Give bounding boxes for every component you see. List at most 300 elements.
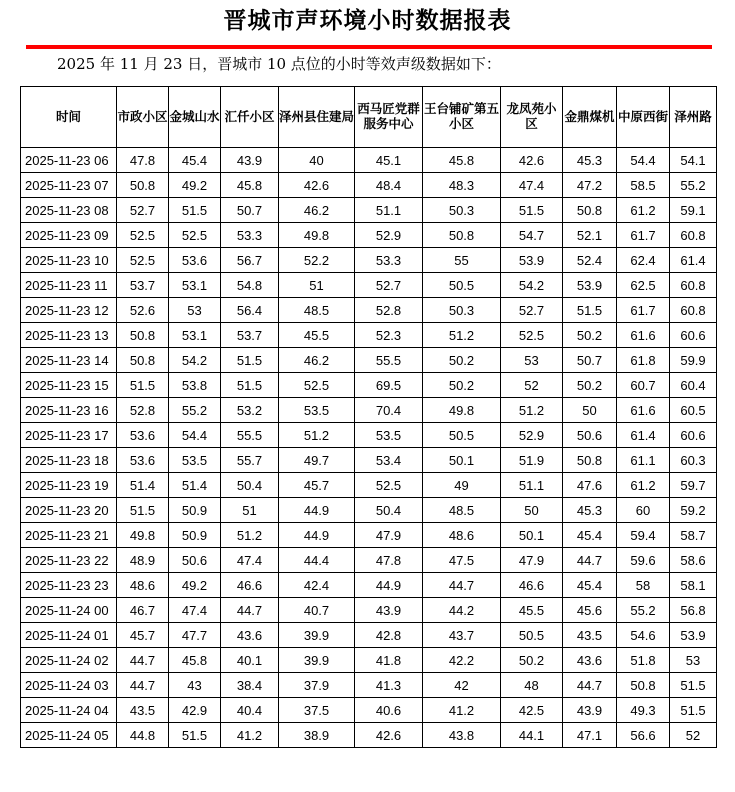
cell-value: 53.3 <box>355 248 423 273</box>
cell-value: 48.5 <box>279 298 355 323</box>
cell-value: 42.6 <box>279 173 355 198</box>
cell-value: 46.7 <box>117 598 169 623</box>
header-site: 中原西街 <box>617 87 670 148</box>
table-row <box>21 298 717 323</box>
cell-value: 51.5 <box>563 298 617 323</box>
cell-value: 44.7 <box>221 598 279 623</box>
table-row <box>21 698 717 723</box>
cell-value: 52.8 <box>355 298 423 323</box>
cell-value: 40.6 <box>355 698 423 723</box>
cell-value: 55.5 <box>355 348 423 373</box>
cell-value: 51.5 <box>117 373 169 398</box>
table-row <box>21 448 717 473</box>
cell-time: 2025-11-24 05 <box>21 723 117 748</box>
header-site: 金城山水 <box>169 87 221 148</box>
cell-value: 53.6 <box>117 423 169 448</box>
cell-value: 50.7 <box>221 198 279 223</box>
title-divider <box>26 45 712 49</box>
cell-value: 37.5 <box>279 698 355 723</box>
cell-value: 61.1 <box>617 448 670 473</box>
cell-time: 2025-11-24 02 <box>21 648 117 673</box>
cell-value: 43 <box>169 673 221 698</box>
cell-value: 55.2 <box>169 398 221 423</box>
cell-value: 51.5 <box>501 198 563 223</box>
cell-value: 46.6 <box>501 573 563 598</box>
cell-value: 52.9 <box>355 223 423 248</box>
cell-value: 61.7 <box>617 223 670 248</box>
cell-value: 45.8 <box>423 148 501 173</box>
cell-value: 58.5 <box>617 173 670 198</box>
cell-value: 44.7 <box>423 573 501 598</box>
cell-value: 52.8 <box>117 398 169 423</box>
cell-value: 46.2 <box>279 198 355 223</box>
cell-time: 2025-11-23 23 <box>21 573 117 598</box>
cell-value: 51.5 <box>221 373 279 398</box>
cell-value: 47.9 <box>355 523 423 548</box>
cell-value: 61.7 <box>617 298 670 323</box>
header-time: 时间 <box>21 87 117 148</box>
cell-value: 40.4 <box>221 698 279 723</box>
cell-value: 50.2 <box>423 373 501 398</box>
cell-value: 55 <box>423 248 501 273</box>
cell-value: 59.1 <box>670 198 717 223</box>
cell-value: 45.1 <box>355 148 423 173</box>
cell-value: 51 <box>221 498 279 523</box>
cell-value: 50.1 <box>423 448 501 473</box>
cell-value: 54.4 <box>169 423 221 448</box>
cell-value: 50.3 <box>423 298 501 323</box>
cell-value: 53.6 <box>117 448 169 473</box>
cell-value: 55.2 <box>670 173 717 198</box>
cell-value: 50.1 <box>501 523 563 548</box>
cell-value: 52.6 <box>117 298 169 323</box>
cell-value: 51.4 <box>169 473 221 498</box>
cell-value: 39.9 <box>279 623 355 648</box>
cell-value: 50.9 <box>169 523 221 548</box>
cell-value: 50.6 <box>169 548 221 573</box>
cell-value: 45.8 <box>221 173 279 198</box>
cell-value: 47.4 <box>501 173 563 198</box>
cell-value: 53.1 <box>169 323 221 348</box>
cell-value: 46.2 <box>279 348 355 373</box>
cell-value: 61.6 <box>617 323 670 348</box>
cell-value: 50.2 <box>563 323 617 348</box>
cell-value: 44.9 <box>279 498 355 523</box>
cell-value: 51.5 <box>221 348 279 373</box>
cell-value: 54.6 <box>617 623 670 648</box>
cell-value: 49 <box>423 473 501 498</box>
cell-value: 56.4 <box>221 298 279 323</box>
cell-value: 52.5 <box>117 248 169 273</box>
cell-value: 60 <box>617 498 670 523</box>
cell-value: 58.7 <box>670 523 717 548</box>
cell-value: 48.6 <box>423 523 501 548</box>
cell-value: 47.9 <box>501 548 563 573</box>
cell-value: 60.6 <box>670 323 717 348</box>
cell-value: 53.4 <box>355 448 423 473</box>
cell-value: 45.8 <box>169 648 221 673</box>
cell-time: 2025-11-23 10 <box>21 248 117 273</box>
cell-value: 42 <box>423 673 501 698</box>
cell-value: 54.4 <box>617 148 670 173</box>
cell-value: 41.2 <box>221 723 279 748</box>
cell-time: 2025-11-23 21 <box>21 523 117 548</box>
cell-value: 50.8 <box>563 448 617 473</box>
cell-value: 53.9 <box>501 248 563 273</box>
cell-value: 43.9 <box>221 148 279 173</box>
cell-value: 51 <box>279 273 355 298</box>
cell-time: 2025-11-23 08 <box>21 198 117 223</box>
cell-time: 2025-11-23 13 <box>21 323 117 348</box>
cell-value: 62.5 <box>617 273 670 298</box>
cell-value: 50.8 <box>117 348 169 373</box>
cell-value: 51.1 <box>501 473 563 498</box>
cell-value: 52.7 <box>117 198 169 223</box>
header-site: 王台铺矿第五小区 <box>423 87 501 148</box>
table-header-row <box>21 87 717 148</box>
cell-value: 47.8 <box>117 148 169 173</box>
cell-time: 2025-11-23 15 <box>21 373 117 398</box>
header-site: 泽州路 <box>670 87 717 148</box>
cell-value: 49.8 <box>423 398 501 423</box>
cell-value: 56.8 <box>670 598 717 623</box>
table-row <box>21 473 717 498</box>
cell-value: 44.7 <box>117 648 169 673</box>
cell-value: 54.2 <box>169 348 221 373</box>
cell-value: 53.3 <box>221 223 279 248</box>
noise-data-table <box>20 86 717 748</box>
cell-value: 43.9 <box>563 698 617 723</box>
cell-value: 61.6 <box>617 398 670 423</box>
cell-value: 40.7 <box>279 598 355 623</box>
cell-value: 70.4 <box>355 398 423 423</box>
cell-value: 59.9 <box>670 348 717 373</box>
cell-value: 55.5 <box>221 423 279 448</box>
cell-value: 41.8 <box>355 648 423 673</box>
cell-value: 50.2 <box>563 373 617 398</box>
table-row <box>21 323 717 348</box>
table-row <box>21 598 717 623</box>
cell-value: 45.7 <box>279 473 355 498</box>
cell-value: 48 <box>501 673 563 698</box>
table-row <box>21 398 717 423</box>
cell-value: 45.5 <box>279 323 355 348</box>
table-row <box>21 348 717 373</box>
cell-value: 42.6 <box>501 148 563 173</box>
cell-value: 45.3 <box>563 148 617 173</box>
cell-value: 53.1 <box>169 273 221 298</box>
cell-value: 45.7 <box>117 623 169 648</box>
cell-time: 2025-11-23 11 <box>21 273 117 298</box>
cell-value: 51.2 <box>221 523 279 548</box>
cell-value: 47.6 <box>563 473 617 498</box>
cell-value: 40.1 <box>221 648 279 673</box>
cell-value: 51.1 <box>355 198 423 223</box>
cell-value: 60.3 <box>670 448 717 473</box>
cell-value: 45.3 <box>563 498 617 523</box>
header-site: 西马匠党群服务中心 <box>355 87 423 148</box>
cell-value: 49.3 <box>617 698 670 723</box>
table-row <box>21 723 717 748</box>
cell-value: 51.2 <box>423 323 501 348</box>
cell-value: 58.6 <box>670 548 717 573</box>
cell-value: 60.7 <box>617 373 670 398</box>
cell-time: 2025-11-23 18 <box>21 448 117 473</box>
cell-time: 2025-11-23 06 <box>21 148 117 173</box>
table-row <box>21 648 717 673</box>
cell-value: 52.5 <box>279 373 355 398</box>
cell-value: 56.6 <box>617 723 670 748</box>
cell-value: 45.5 <box>501 598 563 623</box>
cell-value: 44.9 <box>279 523 355 548</box>
cell-value: 53.7 <box>221 323 279 348</box>
page-title: 晋城市声环境小时数据报表 <box>223 7 512 34</box>
cell-value: 50.9 <box>169 498 221 523</box>
cell-value: 49.2 <box>169 573 221 598</box>
cell-value: 53.9 <box>563 273 617 298</box>
cell-value: 61.8 <box>617 348 670 373</box>
cell-time: 2025-11-23 16 <box>21 398 117 423</box>
cell-value: 48.9 <box>117 548 169 573</box>
cell-value: 61.2 <box>617 473 670 498</box>
cell-value: 47.7 <box>169 623 221 648</box>
cell-value: 50.8 <box>117 323 169 348</box>
cell-value: 50.2 <box>423 348 501 373</box>
cell-value: 50.8 <box>117 173 169 198</box>
cell-value: 50 <box>563 398 617 423</box>
cell-value: 50 <box>501 498 563 523</box>
cell-value: 50.6 <box>563 423 617 448</box>
table-row <box>21 623 717 648</box>
cell-value: 42.8 <box>355 623 423 648</box>
cell-value: 60.8 <box>670 223 717 248</box>
cell-value: 49.8 <box>279 223 355 248</box>
cell-time: 2025-11-23 07 <box>21 173 117 198</box>
cell-value: 60.8 <box>670 298 717 323</box>
cell-value: 52.2 <box>279 248 355 273</box>
cell-value: 40 <box>279 148 355 173</box>
cell-value: 42.4 <box>279 573 355 598</box>
cell-value: 43.6 <box>221 623 279 648</box>
cell-value: 52.9 <box>501 423 563 448</box>
cell-value: 50.5 <box>423 273 501 298</box>
table-row <box>21 523 717 548</box>
cell-time: 2025-11-24 00 <box>21 598 117 623</box>
cell-value: 45.4 <box>563 523 617 548</box>
cell-value: 44.7 <box>563 673 617 698</box>
cell-value: 41.2 <box>423 698 501 723</box>
cell-value: 53.7 <box>117 273 169 298</box>
cell-value: 49.7 <box>279 448 355 473</box>
header-site: 金鼎煤机 <box>563 87 617 148</box>
header-site: 龙凤苑小区 <box>501 87 563 148</box>
cell-value: 53.5 <box>169 448 221 473</box>
intro-text: 2025 年 11 月 23 日，晋城市 10 点位的小时等效声级数据如下： <box>57 55 501 73</box>
cell-value: 43.6 <box>563 648 617 673</box>
cell-value: 60.6 <box>670 423 717 448</box>
cell-value: 50.8 <box>563 198 617 223</box>
cell-value: 51.9 <box>501 448 563 473</box>
cell-value: 43.5 <box>563 623 617 648</box>
cell-value: 51.2 <box>279 423 355 448</box>
cell-time: 2025-11-23 17 <box>21 423 117 448</box>
cell-value: 44.1 <box>501 723 563 748</box>
cell-value: 48.4 <box>355 173 423 198</box>
cell-value: 41.3 <box>355 673 423 698</box>
cell-value: 51.5 <box>169 198 221 223</box>
cell-value: 53.9 <box>670 623 717 648</box>
cell-value: 44.9 <box>355 573 423 598</box>
cell-value: 38.9 <box>279 723 355 748</box>
table-row <box>21 673 717 698</box>
cell-value: 53 <box>169 298 221 323</box>
table-row <box>21 423 717 448</box>
table-row <box>21 573 717 598</box>
table-row <box>21 498 717 523</box>
cell-value: 50.8 <box>423 223 501 248</box>
cell-value: 59.4 <box>617 523 670 548</box>
cell-value: 55.2 <box>617 598 670 623</box>
cell-value: 60.4 <box>670 373 717 398</box>
cell-value: 50.5 <box>423 423 501 448</box>
cell-value: 51.5 <box>670 673 717 698</box>
cell-time: 2025-11-23 19 <box>21 473 117 498</box>
table-row <box>21 198 717 223</box>
cell-value: 59.2 <box>670 498 717 523</box>
cell-value: 53 <box>670 648 717 673</box>
cell-value: 47.4 <box>221 548 279 573</box>
cell-value: 42.2 <box>423 648 501 673</box>
cell-value: 50.3 <box>423 198 501 223</box>
cell-value: 44.4 <box>279 548 355 573</box>
cell-value: 37.9 <box>279 673 355 698</box>
cell-value: 52.4 <box>563 248 617 273</box>
cell-value: 43.5 <box>117 698 169 723</box>
cell-value: 42.5 <box>501 698 563 723</box>
header-site: 汇仟小区 <box>221 87 279 148</box>
cell-value: 49.8 <box>117 523 169 548</box>
cell-value: 55.7 <box>221 448 279 473</box>
cell-value: 47.5 <box>423 548 501 573</box>
cell-value: 52 <box>501 373 563 398</box>
cell-value: 44.2 <box>423 598 501 623</box>
cell-value: 69.5 <box>355 373 423 398</box>
cell-value: 50.5 <box>501 623 563 648</box>
cell-value: 53.8 <box>169 373 221 398</box>
cell-value: 50.2 <box>501 648 563 673</box>
cell-value: 52.3 <box>355 323 423 348</box>
cell-value: 45.4 <box>169 148 221 173</box>
cell-value: 42.9 <box>169 698 221 723</box>
cell-value: 60.8 <box>670 273 717 298</box>
cell-value: 54.7 <box>501 223 563 248</box>
cell-value: 61.2 <box>617 198 670 223</box>
cell-value: 39.9 <box>279 648 355 673</box>
cell-value: 49.2 <box>169 173 221 198</box>
header-site: 市政小区 <box>117 87 169 148</box>
table-row <box>21 373 717 398</box>
cell-value: 50.4 <box>221 473 279 498</box>
cell-value: 54.1 <box>670 148 717 173</box>
cell-value: 48.5 <box>423 498 501 523</box>
cell-value: 52.5 <box>169 223 221 248</box>
cell-value: 56.7 <box>221 248 279 273</box>
cell-value: 48.6 <box>117 573 169 598</box>
table-row <box>21 173 717 198</box>
cell-value: 46.6 <box>221 573 279 598</box>
cell-value: 44.8 <box>117 723 169 748</box>
cell-value: 59.7 <box>670 473 717 498</box>
cell-value: 44.7 <box>563 548 617 573</box>
cell-value: 62.4 <box>617 248 670 273</box>
cell-value: 47.4 <box>169 598 221 623</box>
cell-value: 50.8 <box>617 673 670 698</box>
cell-value: 51.2 <box>501 398 563 423</box>
cell-value: 42.6 <box>355 723 423 748</box>
cell-value: 44.7 <box>117 673 169 698</box>
cell-value: 43.9 <box>355 598 423 623</box>
cell-value: 45.4 <box>563 573 617 598</box>
cell-value: 51.8 <box>617 648 670 673</box>
cell-value: 52 <box>670 723 717 748</box>
cell-value: 53.5 <box>279 398 355 423</box>
cell-value: 61.4 <box>617 423 670 448</box>
cell-value: 54.2 <box>501 273 563 298</box>
table-row <box>21 148 717 173</box>
cell-value: 45.6 <box>563 598 617 623</box>
cell-time: 2025-11-24 03 <box>21 673 117 698</box>
cell-value: 50.4 <box>355 498 423 523</box>
cell-value: 51.5 <box>117 498 169 523</box>
cell-value: 47.8 <box>355 548 423 573</box>
cell-value: 58 <box>617 573 670 598</box>
cell-time: 2025-11-24 01 <box>21 623 117 648</box>
cell-value: 51.4 <box>117 473 169 498</box>
cell-value: 53.2 <box>221 398 279 423</box>
cell-time: 2025-11-24 04 <box>21 698 117 723</box>
cell-value: 60.5 <box>670 398 717 423</box>
cell-value: 52.5 <box>501 323 563 348</box>
cell-value: 52.5 <box>117 223 169 248</box>
table-row <box>21 248 717 273</box>
cell-value: 52.7 <box>355 273 423 298</box>
cell-time: 2025-11-23 14 <box>21 348 117 373</box>
cell-value: 51.5 <box>169 723 221 748</box>
cell-time: 2025-11-23 22 <box>21 548 117 573</box>
cell-value: 43.8 <box>423 723 501 748</box>
cell-value: 53.5 <box>355 423 423 448</box>
table-row <box>21 223 717 248</box>
header-site: 泽州县住建局 <box>279 87 355 148</box>
cell-value: 50.7 <box>563 348 617 373</box>
cell-time: 2025-11-23 12 <box>21 298 117 323</box>
cell-value: 52.7 <box>501 298 563 323</box>
cell-value: 51.5 <box>670 698 717 723</box>
cell-value: 52.1 <box>563 223 617 248</box>
cell-value: 53 <box>501 348 563 373</box>
cell-value: 61.4 <box>670 248 717 273</box>
cell-value: 58.1 <box>670 573 717 598</box>
cell-value: 38.4 <box>221 673 279 698</box>
cell-value: 54.8 <box>221 273 279 298</box>
cell-value: 48.3 <box>423 173 501 198</box>
cell-time: 2025-11-23 09 <box>21 223 117 248</box>
cell-value: 52.5 <box>355 473 423 498</box>
table-row <box>21 548 717 573</box>
cell-value: 53.6 <box>169 248 221 273</box>
cell-value: 43.7 <box>423 623 501 648</box>
cell-time: 2025-11-23 20 <box>21 498 117 523</box>
